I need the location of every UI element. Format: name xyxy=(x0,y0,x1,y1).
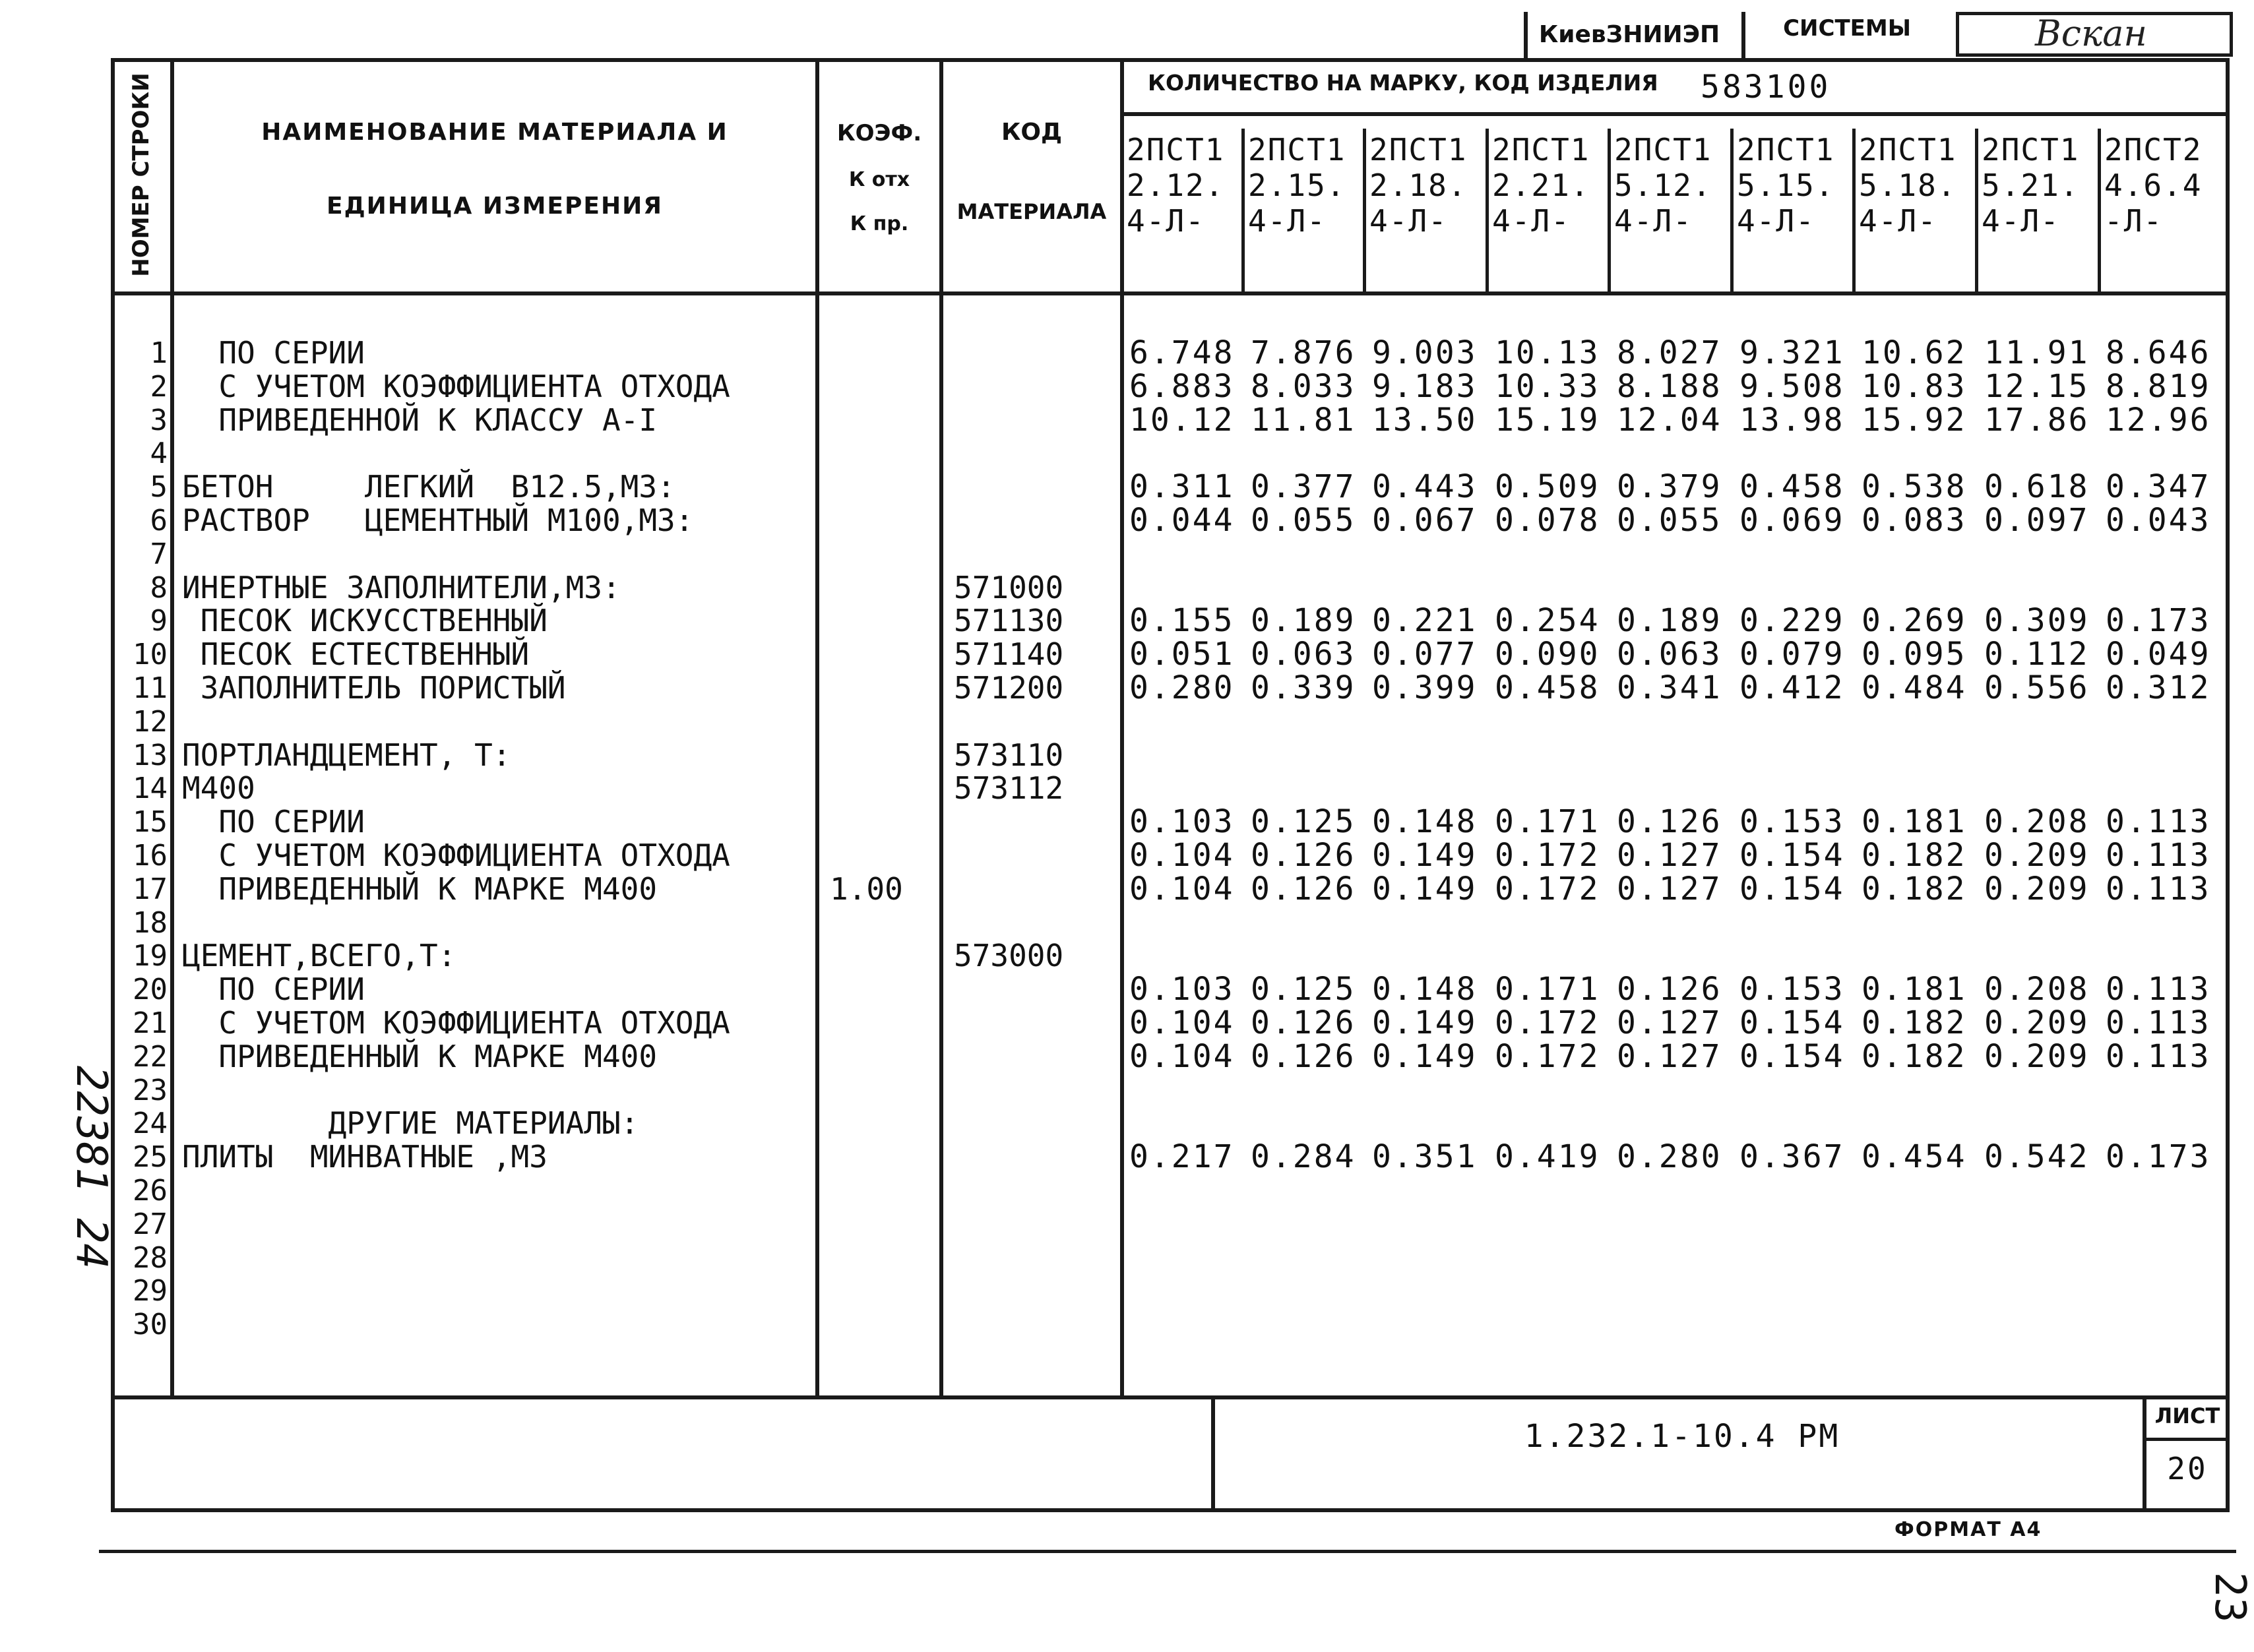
row-number: 25 xyxy=(133,1140,168,1175)
quantity-value: 0.049 xyxy=(2106,636,2211,673)
quantity-value: 0.208 xyxy=(1984,971,2090,1008)
quantity-value: 0.172 xyxy=(1495,1037,1600,1075)
quantity-value: 0.181 xyxy=(1862,803,1967,841)
material-name: ДРУГИЕ МАТЕРИАЛЫ: xyxy=(182,1105,639,1142)
row-number: 29 xyxy=(133,1274,168,1308)
quantity-value: 0.618 xyxy=(1984,468,2090,506)
material-name-header-line1: НАИМЕНОВАНИЕ МАТЕРИАЛА И xyxy=(261,119,728,146)
product-code: 583100 xyxy=(1701,69,1831,106)
quantity-value: 8.646 xyxy=(2106,334,2211,371)
material-name: С УЧЕТОМ КОЭФФИЦИЕНТА ОТХОДА xyxy=(182,1005,730,1041)
quantity-value: 0.377 xyxy=(1251,468,1356,506)
material-name: М400 xyxy=(182,770,255,807)
row-number: 30 xyxy=(133,1308,168,1342)
quantity-value: 0.309 xyxy=(1984,602,2090,640)
quantity-value: 0.104 xyxy=(1129,837,1235,874)
product-column-header-2-line3: 4-Л- xyxy=(1248,203,1327,239)
material-code: 571000 xyxy=(954,569,1064,605)
product-column-header-8-line2: 5.21. xyxy=(1982,168,2080,203)
quantity-value: 0.311 xyxy=(1129,468,1235,506)
org-stamp: КиевЗНИИЭП xyxy=(1538,20,1720,48)
quantity-value: 0.044 xyxy=(1129,502,1235,539)
quantity-value: 0.458 xyxy=(1495,669,1600,706)
quantity-value: 8.027 xyxy=(1617,334,1722,371)
quantity-value: 0.312 xyxy=(2106,669,2211,706)
quantity-value: 0.284 xyxy=(1251,1138,1356,1176)
quantity-value: 0.208 xyxy=(1984,803,2090,841)
quantity-value: 0.341 xyxy=(1617,669,1722,706)
quantity-value: 13.98 xyxy=(1739,401,1845,439)
code-header-line2: МАТЕРИАЛА xyxy=(956,199,1107,224)
quantity-value: 15.92 xyxy=(1862,401,1967,439)
systems-label: СИСТЕМЫ xyxy=(1783,15,1911,42)
quantity-value: 0.097 xyxy=(1984,502,2090,539)
product-column-header-6-line3: 4-Л- xyxy=(1737,203,1815,239)
quantity-value: 0.347 xyxy=(2106,468,2211,506)
quantity-value: 0.556 xyxy=(1984,669,2090,706)
quantity-value: 0.103 xyxy=(1129,971,1235,1008)
product-column-header-1-line2: 2.12. xyxy=(1127,168,1225,203)
quantity-value: 0.083 xyxy=(1862,502,1967,539)
material-code: 571130 xyxy=(954,603,1064,639)
coefficient: 1.00 xyxy=(830,871,903,907)
quantity-value: 0.182 xyxy=(1862,870,1967,907)
quantity-value: 0.458 xyxy=(1739,468,1845,506)
quantity-value: 0.379 xyxy=(1617,468,1722,506)
quantity-value: 0.542 xyxy=(1984,1138,2090,1176)
row-number: 6 xyxy=(150,504,168,537)
quantity-value: 12.96 xyxy=(2106,401,2211,439)
quantity-value: 0.280 xyxy=(1129,669,1235,706)
material-name: ИНЕРТНЫЕ ЗАПОЛНИТЕЛИ,М3: xyxy=(182,569,621,605)
material-name: ЦЕМЕНТ,ВСЕГО,Т: xyxy=(182,938,456,974)
quantity-value: 6.883 xyxy=(1129,367,1235,405)
quantity-value: 0.399 xyxy=(1372,669,1478,706)
product-column-header-7-line3: 4-Л- xyxy=(1859,203,1937,239)
product-column-header-9-line1: 2ПСТ2 xyxy=(2104,132,2203,168)
material-name: ПРИВЕДЕННЫЙ К МАРКЕ М400 xyxy=(182,1038,658,1074)
quantity-value: 0.171 xyxy=(1495,803,1600,841)
material-code: 571140 xyxy=(954,636,1064,673)
material-name: ПО СЕРИИ xyxy=(182,804,365,840)
quantity-value: 0.182 xyxy=(1862,1004,1967,1041)
row-number: 11 xyxy=(133,671,168,705)
quantity-value: 0.149 xyxy=(1372,870,1478,907)
quantity-value: 0.171 xyxy=(1495,971,1600,1008)
quantity-value: 10.33 xyxy=(1495,367,1600,405)
row-number: 26 xyxy=(133,1174,168,1208)
quantity-value: 0.339 xyxy=(1251,669,1356,706)
quantity-value: 0.148 xyxy=(1372,971,1478,1008)
product-column-header-7-line1: 2ПСТ1 xyxy=(1859,132,1957,168)
quantity-value: 0.182 xyxy=(1862,1037,1967,1075)
quantity-value: 0.209 xyxy=(1984,837,2090,874)
quantity-value: 0.113 xyxy=(2106,971,2211,1008)
quantity-value: 0.419 xyxy=(1495,1138,1600,1176)
quantity-value: 9.508 xyxy=(1739,367,1845,405)
quantity-value: 0.154 xyxy=(1739,837,1845,874)
quantity-value: 0.412 xyxy=(1739,669,1845,706)
material-code: 573110 xyxy=(954,737,1064,773)
quantity-value: 0.454 xyxy=(1862,1138,1967,1176)
material-name: ПОРТЛАНДЦЕМЕНТ, Т: xyxy=(182,737,511,773)
material-name: ПО СЕРИИ xyxy=(182,335,365,371)
quantity-value: 0.280 xyxy=(1617,1138,1722,1176)
quantity-value: 9.183 xyxy=(1372,367,1478,405)
product-column-header-9-line3: -Л- xyxy=(2104,203,2164,239)
quantity-value: 0.269 xyxy=(1862,602,1967,640)
quantity-value: 9.003 xyxy=(1372,334,1478,371)
handwritten-note: Вскан xyxy=(2035,12,2147,54)
coef-header-line1: КОЭФ. xyxy=(836,120,922,146)
quantity-value: 0.125 xyxy=(1251,803,1356,841)
quantity-value: 0.172 xyxy=(1495,870,1600,907)
row-number: 9 xyxy=(150,604,168,638)
page-number: 23 xyxy=(2205,1572,2254,1623)
quantity-value: 0.127 xyxy=(1617,837,1722,874)
quantity-value: 0.127 xyxy=(1617,870,1722,907)
row-number: 21 xyxy=(133,1006,168,1040)
material-code: 571200 xyxy=(954,670,1064,706)
quantity-value: 8.819 xyxy=(2106,367,2211,405)
quantity-value: 0.172 xyxy=(1495,837,1600,874)
quantity-value: 0.126 xyxy=(1617,971,1722,1008)
quantity-value: 0.063 xyxy=(1251,636,1356,673)
row-number: 27 xyxy=(133,1207,168,1241)
row-number: 16 xyxy=(133,839,168,872)
row-number: 1 xyxy=(150,336,168,370)
material-code: 573112 xyxy=(954,770,1064,807)
quantity-value: 0.154 xyxy=(1739,1037,1845,1075)
quantity-value: 0.209 xyxy=(1984,1004,2090,1041)
product-column-header-7-line2: 5.18. xyxy=(1859,168,1957,203)
quantity-value: 0.154 xyxy=(1739,1004,1845,1041)
quantity-value: 0.127 xyxy=(1617,1037,1722,1075)
quantity-value: 17.86 xyxy=(1984,401,2090,439)
quantity-value: 11.81 xyxy=(1251,401,1356,439)
quantity-value: 0.113 xyxy=(2106,1004,2211,1041)
row-number: 28 xyxy=(133,1240,168,1275)
product-column-header-8-line1: 2ПСТ1 xyxy=(1982,132,2080,168)
quantity-value: 0.104 xyxy=(1129,1004,1235,1041)
quantity-value: 0.104 xyxy=(1129,870,1235,907)
quantity-value: 8.033 xyxy=(1251,367,1356,405)
material-name: С УЧЕТОМ КОЭФФИЦИЕНТА ОТХОДА xyxy=(182,838,730,873)
quantity-value: 0.078 xyxy=(1495,502,1600,539)
product-column-header-8-line3: 4-Л- xyxy=(1982,203,2060,239)
quantity-value: 10.83 xyxy=(1862,367,1967,405)
product-column-header-4-line1: 2ПСТ1 xyxy=(1492,132,1590,168)
product-column-header-3-line3: 4-Л- xyxy=(1369,203,1448,239)
quantity-value: 0.090 xyxy=(1495,636,1600,673)
quantity-value: 7.876 xyxy=(1251,334,1356,371)
material-name: ЗАПОЛНИТЕЛЬ ПОРИСТЫЙ xyxy=(182,670,566,706)
quantity-value: 10.62 xyxy=(1862,334,1967,371)
quantity-value: 0.209 xyxy=(1984,870,2090,907)
quantity-value: 10.12 xyxy=(1129,401,1235,439)
row-number: 7 xyxy=(150,537,168,571)
quantity-value: 10.13 xyxy=(1495,334,1600,371)
product-column-header-3-line2: 2.18. xyxy=(1369,168,1468,203)
product-column-header-5-line2: 5.12. xyxy=(1614,168,1712,203)
product-column-header-5-line3: 4-Л- xyxy=(1614,203,1693,239)
quantity-value: 0.125 xyxy=(1251,971,1356,1008)
quantity-value: 0.103 xyxy=(1129,803,1235,841)
row-number: 22 xyxy=(133,1039,168,1074)
material-name: ПЕСОК ЕСТЕСТВЕННЫЙ xyxy=(182,636,530,673)
row-number-header: НОМЕР СТРОКИ xyxy=(128,73,154,277)
product-column-header-4-line3: 4-Л- xyxy=(1492,203,1571,239)
material-name: БЕТОН ЛЕГКИЙ В12.5,М3: xyxy=(182,469,675,505)
product-column-header-2-line1: 2ПСТ1 xyxy=(1248,132,1346,168)
quantity-value: 6.748 xyxy=(1129,334,1235,371)
quantity-value: 0.113 xyxy=(2106,870,2211,907)
row-number: 4 xyxy=(150,437,168,471)
product-column-header-4-line2: 2.21. xyxy=(1492,168,1590,203)
coef-header-line3: К пр. xyxy=(850,212,909,235)
row-number: 20 xyxy=(133,973,168,1007)
quantity-value: 0.229 xyxy=(1739,602,1845,640)
quantity-value: 9.321 xyxy=(1739,334,1845,371)
product-column-header-2-line2: 2.15. xyxy=(1248,168,1346,203)
quantity-value: 0.079 xyxy=(1739,636,1845,673)
quantity-value: 0.126 xyxy=(1251,870,1356,907)
quantity-value: 0.538 xyxy=(1862,468,1967,506)
quantity-value: 0.209 xyxy=(1984,1037,2090,1075)
row-number: 3 xyxy=(150,403,168,437)
quantity-value: 0.104 xyxy=(1129,1037,1235,1075)
quantity-value: 0.509 xyxy=(1495,468,1600,506)
material-code: 573000 xyxy=(954,938,1064,974)
quantity-value: 0.484 xyxy=(1862,669,1967,706)
quantity-value: 0.067 xyxy=(1372,502,1478,539)
quantity-value: 11.91 xyxy=(1984,334,2090,371)
quantity-value: 12.15 xyxy=(1984,367,2090,405)
row-number: 24 xyxy=(133,1107,168,1141)
quantity-value: 0.173 xyxy=(2106,602,2211,640)
row-number: 13 xyxy=(133,738,168,772)
quantity-value: 0.189 xyxy=(1617,602,1722,640)
quantity-value: 0.069 xyxy=(1739,502,1845,539)
product-column-header-1-line1: 2ПСТ1 xyxy=(1127,132,1225,168)
quantity-value: 0.126 xyxy=(1251,1004,1356,1041)
quantity-value: 0.182 xyxy=(1862,837,1967,874)
quantity-header: КОЛИЧЕСТВО НА МАРКУ, КОД ИЗДЕЛИЯ xyxy=(1148,70,1658,96)
code-header-line1: КОД xyxy=(1001,119,1063,146)
product-column-header-3-line1: 2ПСТ1 xyxy=(1369,132,1468,168)
product-column-header-6-line2: 5.15. xyxy=(1737,168,1835,203)
quantity-value: 0.367 xyxy=(1739,1138,1845,1176)
quantity-value: 0.112 xyxy=(1984,636,2090,673)
product-column-header-1-line3: 4-Л- xyxy=(1127,203,1205,239)
product-column-header-6-line1: 2ПСТ1 xyxy=(1737,132,1835,168)
sheet-number: 20 xyxy=(2167,1451,2208,1486)
row-number: 17 xyxy=(133,872,168,906)
quantity-value: 0.113 xyxy=(2106,803,2211,841)
quantity-value: 0.172 xyxy=(1495,1004,1600,1041)
row-number: 15 xyxy=(133,805,168,840)
quantity-value: 0.173 xyxy=(2106,1138,2211,1176)
quantity-value: 0.351 xyxy=(1372,1138,1478,1176)
row-number: 2 xyxy=(150,369,168,404)
quantity-value: 0.077 xyxy=(1372,636,1478,673)
quantity-value: 13.50 xyxy=(1372,401,1478,439)
quantity-value: 0.443 xyxy=(1372,468,1478,506)
quantity-value: 0.154 xyxy=(1739,870,1845,907)
material-name: ПРИВЕДЕННОЙ К КЛАССУ А-I xyxy=(182,402,658,438)
material-name: С УЧЕТОМ КОЭФФИЦИЕНТА ОТХОДА xyxy=(182,368,730,404)
format-label: ФОРМАТ А4 xyxy=(1894,1518,2042,1541)
quantity-value: 12.04 xyxy=(1617,401,1722,439)
material-name: ПО СЕРИИ xyxy=(182,971,365,1008)
quantity-value: 15.19 xyxy=(1495,401,1600,439)
quantity-value: 0.055 xyxy=(1617,502,1722,539)
side-number: 22381 24 xyxy=(67,1065,115,1270)
row-number: 23 xyxy=(133,1073,168,1107)
quantity-value: 0.149 xyxy=(1372,1004,1478,1041)
quantity-value: 0.149 xyxy=(1372,1037,1478,1075)
quantity-value: 0.221 xyxy=(1372,602,1478,640)
quantity-value: 0.217 xyxy=(1129,1138,1235,1176)
quantity-value: 0.254 xyxy=(1495,602,1600,640)
quantity-value: 0.126 xyxy=(1617,803,1722,841)
material-name: ПЛИТЫ МИНВАТНЫЕ ,М3 xyxy=(182,1139,548,1175)
quantity-value: 0.043 xyxy=(2106,502,2211,539)
product-column-header-9-line2: 4.6.4 xyxy=(2104,168,2203,203)
quantity-value: 0.126 xyxy=(1251,1037,1356,1075)
row-number: 5 xyxy=(150,470,168,505)
material-name: РАСТВОР ЦЕМЕНТНЫЙ М100,М3: xyxy=(182,503,694,538)
row-number: 10 xyxy=(133,638,168,672)
quantity-value: 0.055 xyxy=(1251,502,1356,539)
quantity-value: 0.113 xyxy=(2106,837,2211,874)
sheet-label: ЛИСТ xyxy=(2154,1403,2220,1428)
quantity-value: 0.153 xyxy=(1739,803,1845,841)
row-number: 8 xyxy=(150,570,168,605)
material-name: ПРИВЕДЕННЫЙ К МАРКЕ М400 xyxy=(182,871,658,907)
quantity-value: 0.126 xyxy=(1251,837,1356,874)
quantity-value: 0.051 xyxy=(1129,636,1235,673)
quantity-value: 0.153 xyxy=(1739,971,1845,1008)
quantity-value: 0.095 xyxy=(1862,636,1967,673)
row-number: 19 xyxy=(133,939,168,973)
row-number: 14 xyxy=(133,772,168,806)
quantity-value: 0.148 xyxy=(1372,803,1478,841)
row-number: 12 xyxy=(133,704,168,739)
quantity-value: 0.149 xyxy=(1372,837,1478,874)
document-code: 1.232.1-10.4 РМ xyxy=(1524,1418,1840,1455)
quantity-value: 0.189 xyxy=(1251,602,1356,640)
quantity-value: 8.188 xyxy=(1617,367,1722,405)
material-name-header-line2: ЕДИНИЦА ИЗМЕРЕНИЯ xyxy=(327,193,663,220)
quantity-value: 0.063 xyxy=(1617,636,1722,673)
quantity-value: 0.181 xyxy=(1862,971,1967,1008)
material-name: ПЕСОК ИСКУССТВЕННЫЙ xyxy=(182,603,548,639)
quantity-value: 0.155 xyxy=(1129,602,1235,640)
quantity-value: 0.127 xyxy=(1617,1004,1722,1041)
product-column-header-5-line1: 2ПСТ1 xyxy=(1614,132,1712,168)
coef-header-line2: К отх xyxy=(848,168,910,191)
quantity-value: 0.113 xyxy=(2106,1037,2211,1075)
row-number: 18 xyxy=(133,905,168,940)
